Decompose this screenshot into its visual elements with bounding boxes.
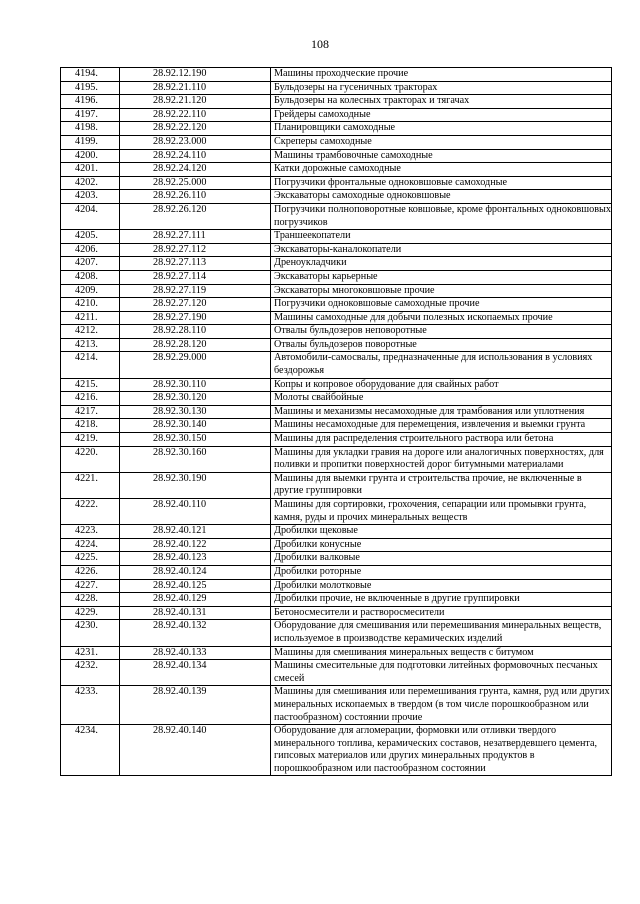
- table-row: [61, 243, 612, 257]
- row-code: 28.92.40.132: [120, 620, 271, 646]
- row-name: Погрузчики фронтальные одноковшовые самоходные: [271, 176, 612, 190]
- row-code: 28.92.30.140: [120, 419, 271, 433]
- row-number: 4232.: [61, 660, 120, 686]
- row-number: 4211.: [61, 311, 120, 325]
- table-row: [61, 620, 612, 646]
- row-code: 28.92.30.160: [120, 446, 271, 472]
- row-code: 28.92.40.122: [120, 538, 271, 552]
- row-number: 4196.: [61, 95, 120, 109]
- table-row: [61, 95, 612, 109]
- table-row: [61, 284, 612, 298]
- row-number: 4227.: [61, 579, 120, 593]
- row-code: 28.92.40.133: [120, 646, 271, 660]
- row-name: Автомобили-самосвалы, предназначенные для использования в условиях бездорожья: [271, 352, 612, 378]
- row-name: Экскаваторы многоковшовые прочие: [271, 284, 612, 298]
- row-name: Дробилки молотковые: [271, 579, 612, 593]
- row-name: Дробилки щековые: [271, 525, 612, 539]
- table-row: [61, 203, 612, 229]
- row-code: 28.92.30.150: [120, 433, 271, 447]
- table-row: [61, 579, 612, 593]
- row-number: 4222.: [61, 499, 120, 525]
- row-name: Машины и механизмы несамоходные для трамбования или уплотнения: [271, 405, 612, 419]
- table-row: [61, 352, 612, 378]
- row-number: 4224.: [61, 538, 120, 552]
- row-name: Отвалы бульдозеров неповоротные: [271, 325, 612, 339]
- row-code: 28.92.30.130: [120, 405, 271, 419]
- row-name: Молоты свайбойные: [271, 392, 612, 406]
- row-code: 28.92.27.119: [120, 284, 271, 298]
- row-number: 4204.: [61, 203, 120, 229]
- row-name: Погрузчики одноковшовые самоходные прочие: [271, 298, 612, 312]
- row-number: 4218.: [61, 419, 120, 433]
- row-number: 4201.: [61, 163, 120, 177]
- row-code: 28.92.22.120: [120, 122, 271, 136]
- row-name: Бульдозеры на колесных тракторах и тягачах: [271, 95, 612, 109]
- row-number: 4198.: [61, 122, 120, 136]
- table-row: [61, 525, 612, 539]
- row-code: 28.92.21.120: [120, 95, 271, 109]
- row-number: 4225.: [61, 552, 120, 566]
- row-name: Машины для распределения строительного раствора или бетона: [271, 433, 612, 447]
- row-number: 4208.: [61, 270, 120, 284]
- row-name: Экскаваторы-каналокопатели: [271, 243, 612, 257]
- row-code: 28.92.40.129: [120, 593, 271, 607]
- row-number: 4231.: [61, 646, 120, 660]
- table-row: [61, 392, 612, 406]
- row-name: Машины самоходные для добычи полезных ископаемых прочие: [271, 311, 612, 325]
- page-number: 108: [311, 37, 329, 51]
- row-code: 28.92.40.123: [120, 552, 271, 566]
- table-row: [61, 338, 612, 352]
- row-number: 4199.: [61, 135, 120, 149]
- table-row: [61, 325, 612, 339]
- row-number: 4219.: [61, 433, 120, 447]
- row-code: 28.92.27.113: [120, 257, 271, 271]
- row-name: Машины для укладки гравия на дороге или аналогичных поверхностях, для поливки и пропитки поверхностей дорог битумными материалами: [271, 446, 612, 472]
- table-row: [61, 378, 612, 392]
- row-name: Бетоносмесители и растворосмесители: [271, 606, 612, 620]
- table-row: [61, 419, 612, 433]
- table-row: [61, 472, 612, 498]
- row-name: Копры и копровое оборудование для свайных работ: [271, 378, 612, 392]
- table-row: [61, 190, 612, 204]
- row-code: 28.92.21.110: [120, 81, 271, 95]
- table-row: [61, 725, 612, 776]
- table-row: [61, 593, 612, 607]
- row-name: Экскаваторы самоходные одноковшовые: [271, 190, 612, 204]
- table-row: [61, 135, 612, 149]
- row-number: 4194.: [61, 68, 120, 82]
- row-code: 28.92.27.114: [120, 270, 271, 284]
- table-row: [61, 230, 612, 244]
- row-code: 28.92.40.134: [120, 660, 271, 686]
- row-name: Машины для смешивания или перемешивания грунта, камня, руд или других минеральных ископаемых в твердом (в том числе порошкообразном или пастообразном) состоянии прочие: [271, 686, 612, 725]
- row-name: Машины трамбовочные самоходные: [271, 149, 612, 163]
- row-number: 4195.: [61, 81, 120, 95]
- table-row: [61, 433, 612, 447]
- row-number: 4197.: [61, 108, 120, 122]
- table-row: [61, 538, 612, 552]
- row-number: 4203.: [61, 190, 120, 204]
- row-number: 4215.: [61, 378, 120, 392]
- row-number: 4233.: [61, 686, 120, 725]
- row-code: 28.92.24.110: [120, 149, 271, 163]
- table-row: [61, 552, 612, 566]
- table-row: [61, 176, 612, 190]
- row-name: Дробилки конусные: [271, 538, 612, 552]
- row-name: Дреноукладчики: [271, 257, 612, 271]
- row-number: 4216.: [61, 392, 120, 406]
- row-code: 28.92.26.120: [120, 203, 271, 229]
- row-code: 28.92.12.190: [120, 68, 271, 82]
- row-code: 28.92.29.000: [120, 352, 271, 378]
- row-name: Отвалы бульдозеров поворотные: [271, 338, 612, 352]
- row-name: Машины проходческие прочие: [271, 68, 612, 82]
- table-row: [61, 108, 612, 122]
- row-number: 4221.: [61, 472, 120, 498]
- row-code: 28.92.27.111: [120, 230, 271, 244]
- row-name: Машины смесительные для подготовки литейных формовочных песчаных смесей: [271, 660, 612, 686]
- row-name: Траншеекопатели: [271, 230, 612, 244]
- row-name: Скреперы самоходные: [271, 135, 612, 149]
- table-row: [61, 68, 612, 82]
- row-code: 28.92.27.112: [120, 243, 271, 257]
- row-number: 4228.: [61, 593, 120, 607]
- row-number: 4212.: [61, 325, 120, 339]
- classification-table: [60, 67, 612, 776]
- row-name: Дробилки роторные: [271, 565, 612, 579]
- table-row: [61, 446, 612, 472]
- row-number: 4229.: [61, 606, 120, 620]
- table-row: [61, 565, 612, 579]
- row-code: 28.92.30.110: [120, 378, 271, 392]
- table-row: [61, 298, 612, 312]
- row-number: 4210.: [61, 298, 120, 312]
- table-row: [61, 499, 612, 525]
- row-code: 28.92.40.131: [120, 606, 271, 620]
- row-code: 28.92.40.139: [120, 686, 271, 725]
- row-code: 28.92.40.121: [120, 525, 271, 539]
- row-name: Машины для смешивания минеральных веществ с битумом: [271, 646, 612, 660]
- row-number: 4230.: [61, 620, 120, 646]
- table-row: [61, 311, 612, 325]
- table-row: [61, 81, 612, 95]
- row-code: 28.92.23.000: [120, 135, 271, 149]
- table-row: [61, 660, 612, 686]
- row-code: 28.92.40.124: [120, 565, 271, 579]
- row-number: 4200.: [61, 149, 120, 163]
- row-name: Машины для сортировки, грохочения, сепарации или промывки грунта, камня, руды и прочих минеральных веществ: [271, 499, 612, 525]
- row-name: Бульдозеры на гусеничных тракторах: [271, 81, 612, 95]
- table-row: [61, 606, 612, 620]
- row-number: 4202.: [61, 176, 120, 190]
- row-name: Катки дорожные самоходные: [271, 163, 612, 177]
- table-row: [61, 149, 612, 163]
- table-row: [61, 122, 612, 136]
- row-number: 4234.: [61, 725, 120, 776]
- row-code: 28.92.30.120: [120, 392, 271, 406]
- row-name: Погрузчики полноповоротные ковшовые, кроме фронтальных одноковшовых погрузчиков: [271, 203, 612, 229]
- table-body: [61, 68, 612, 776]
- table-row: [61, 257, 612, 271]
- table-row: [61, 686, 612, 725]
- row-code: 28.92.28.110: [120, 325, 271, 339]
- table-row: [61, 163, 612, 177]
- row-code: 28.92.40.140: [120, 725, 271, 776]
- row-number: 4207.: [61, 257, 120, 271]
- table-row: [61, 270, 612, 284]
- row-code: 28.92.27.190: [120, 311, 271, 325]
- row-code: 28.92.24.120: [120, 163, 271, 177]
- row-code: 28.92.26.110: [120, 190, 271, 204]
- row-code: 28.92.22.110: [120, 108, 271, 122]
- row-code: 28.92.28.120: [120, 338, 271, 352]
- row-name: Дробилки валковые: [271, 552, 612, 566]
- row-name: Оборудование для смешивания или перемешивания минеральных веществ, используемое в производстве керамических изделий: [271, 620, 612, 646]
- row-number: 4217.: [61, 405, 120, 419]
- row-number: 4223.: [61, 525, 120, 539]
- row-number: 4220.: [61, 446, 120, 472]
- row-name: Дробилки прочие, не включенные в другие группировки: [271, 593, 612, 607]
- table-row: [61, 646, 612, 660]
- row-number: 4213.: [61, 338, 120, 352]
- row-name: Планировщики самоходные: [271, 122, 612, 136]
- row-name: Оборудование для агломерации, формовки или отливки твердого минерального топлива, керамических составов, незатвердевшего цемента, гипсовых материалов или других минеральных продуктов в порошкообразном или пастообразном состоянии: [271, 725, 612, 776]
- row-code: 28.92.27.120: [120, 298, 271, 312]
- table-row: [61, 405, 612, 419]
- row-number: 4209.: [61, 284, 120, 298]
- row-name: Грейдеры самоходные: [271, 108, 612, 122]
- row-name: Экскаваторы карьерные: [271, 270, 612, 284]
- row-code: 28.92.40.125: [120, 579, 271, 593]
- row-number: 4206.: [61, 243, 120, 257]
- row-number: 4205.: [61, 230, 120, 244]
- row-code: 28.92.25.000: [120, 176, 271, 190]
- row-name: Машины несамоходные для перемещения, извлечения и выемки грунта: [271, 419, 612, 433]
- row-code: 28.92.40.110: [120, 499, 271, 525]
- row-number: 4226.: [61, 565, 120, 579]
- row-code: 28.92.30.190: [120, 472, 271, 498]
- row-number: 4214.: [61, 352, 120, 378]
- row-name: Машины для выемки грунта и строительства прочие, не включенные в другие группировки: [271, 472, 612, 498]
